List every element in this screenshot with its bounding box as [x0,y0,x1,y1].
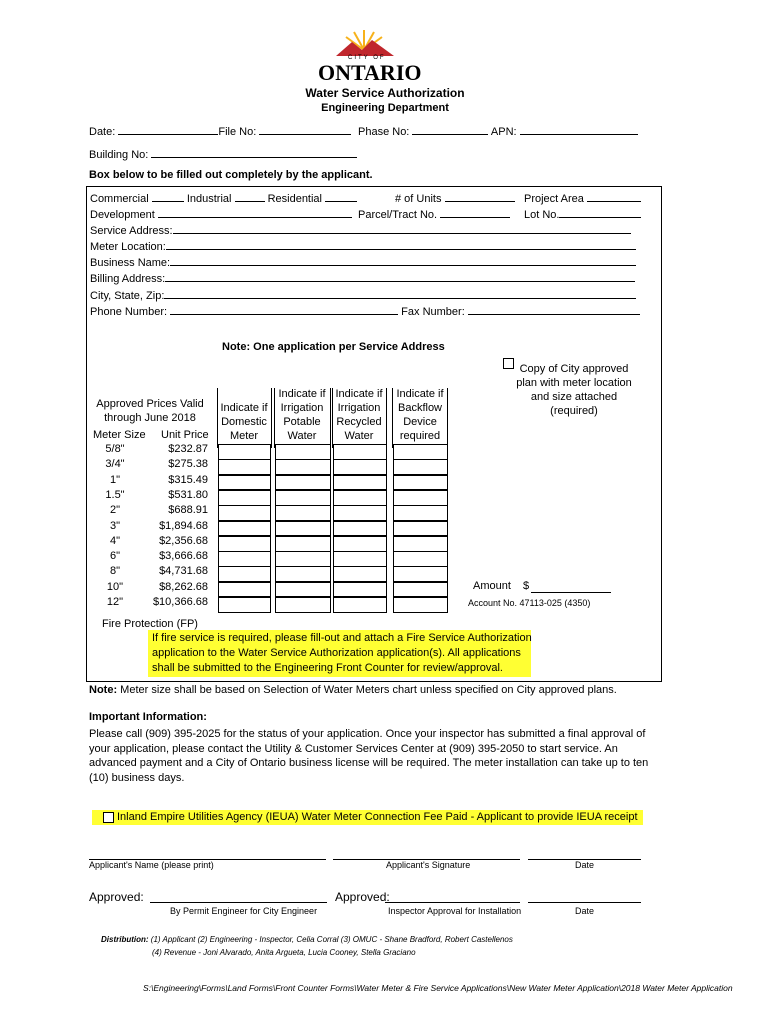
copy-plan-text-3: and size attached [530,391,618,403]
col-irrigation-4: Water [287,430,317,442]
irrigation-recycled-indicator-cell[interactable] [333,459,387,475]
domestic-indicator-cell[interactable] [218,521,271,537]
phase-no-label: Phase No: [358,126,410,138]
date2-caption: Date [575,906,595,916]
irrigation-potable-indicator-cell[interactable] [275,521,331,537]
approved1-line[interactable] [150,902,327,903]
irrigation-recycled-indicator-cell[interactable] [333,505,387,521]
col-backflow-2: Backflow [397,402,443,414]
application-note: Note: One application per Service Address [222,341,445,353]
meter-size-cell: 12" [106,596,124,608]
page-title: Water Service Authorization [305,86,465,100]
parcel-tract-field[interactable] [440,207,510,218]
applicant-signature-caption: Applicant's Signature [386,860,471,870]
page-subtitle: Engineering Department [321,102,449,114]
meter-size-cell: 5/8" [105,443,125,455]
col-recycled-4: Water [344,430,374,442]
phone-field[interactable] [170,304,398,315]
meter-size-cell: 8" [109,565,121,578]
irrigation-recycled-indicator-cell[interactable] [333,566,387,582]
unit-price-cell: $2,356.68 [159,534,208,547]
approved1-label: Approved: [89,890,144,904]
residential-field[interactable] [325,191,357,202]
amount-label: Amount [473,580,511,592]
footer-path: S:\Engineering\Forms\Land Forms\Front Counter Forms\Water Meter & Fire Service Applications\New Water Meter Application\2018 Water Meter Application [143,983,733,993]
unit-price-cell: $1,894.68 [159,519,208,532]
backflow-indicator-cell[interactable] [393,505,448,521]
important-line-4: (10) business days. [89,771,185,784]
unit-price-cell: $232.87 [168,443,208,455]
fire-text-2: application to the Water Service Authorization application(s). All applications [152,647,521,659]
units-label: # of Units [395,193,442,205]
ieua-text: Inland Empire Utilities Agency (IEUA) Water Meter Connection Fee Paid - Applicant to provide IEUA receipt [117,811,638,823]
col-recycled-1: Indicate if [335,388,383,400]
file-no-label: File No: [218,126,257,138]
backflow-indicator-cell[interactable] [393,521,448,537]
service-address-label: Service Address: [90,225,173,237]
city-state-zip-label: City, State, Zip: [90,290,165,302]
prices-title-1: Approved Prices Valid [96,398,204,410]
copy-plan-text-2: plan with meter location [516,377,632,389]
important-line-2: your application, please contact the Utility & Customer Services Center at (909) 395-2050 to start service. An [89,742,618,755]
irrigation-recycled-indicator-cell[interactable] [333,444,387,460]
billing-address-field[interactable] [165,271,635,282]
box-instruction: Box below to be filled out completely by the applicant. [89,169,373,181]
date1-caption: Date [575,860,595,870]
domestic-indicator-cell[interactable] [218,505,271,521]
meter-size-cell: 4" [109,534,121,547]
logo-top-text: CITY OF [348,55,386,61]
backflow-indicator-cell[interactable] [393,536,448,552]
backflow-indicator-cell[interactable] [393,490,448,506]
project-area-field[interactable] [587,191,641,202]
approved2-label: Approved: [335,890,390,904]
development-label: Development [90,209,155,221]
distribution-label: Distribution: [101,935,149,944]
irrigation-potable-indicator-cell[interactable] [275,597,331,613]
backflow-indicator-cell[interactable] [393,566,448,582]
col-irrigation-3: Potable [283,416,321,428]
fax-label: Fax Number: [401,306,465,318]
business-name-label: Business Name: [90,257,171,269]
domestic-indicator-cell[interactable] [218,551,271,567]
logo-name: ONTARIO [318,60,422,85]
units-field[interactable] [445,191,515,202]
copy-plan-text-4: (required) [550,405,598,417]
irrigation-potable-indicator-cell[interactable] [275,505,331,521]
irrigation-potable-indicator-cell[interactable] [275,536,331,552]
building-no-field[interactable] [151,147,357,158]
phase-no-field[interactable] [412,124,488,135]
amount-field[interactable] [531,592,611,593]
col-meter-size: Meter Size [93,429,146,441]
irrigation-recycled-indicator-cell[interactable] [333,536,387,552]
parcel-tract-label: Parcel/Tract No. [358,209,438,221]
domestic-indicator-cell[interactable] [218,582,271,598]
backflow-indicator-cell[interactable] [393,444,448,460]
irrigation-potable-indicator-cell[interactable] [275,475,331,491]
note-text: Meter size shall be based on Selection of Water Meters chart unless specified on City approved plans. [120,684,617,696]
commercial-field[interactable] [152,191,184,202]
irrigation-potable-indicator-cell[interactable] [275,490,331,506]
domestic-indicator-cell[interactable] [218,475,271,491]
irrigation-potable-indicator-cell[interactable] [275,551,331,567]
col-domestic-1: Indicate if [220,402,268,414]
industrial-label: Industrial [186,193,232,205]
lot-no-label: Lot No. [524,209,560,221]
apn-label: APN: [490,126,517,138]
backflow-indicator-cell[interactable] [393,597,448,613]
fire-text-3: shall be submitted to the Engineering Front Counter for review/approval. [152,662,503,674]
commercial-label: Commercial [90,193,149,205]
unit-price-cell: $275.38 [168,458,208,471]
distribution-line-2: (4) Revenue - Joni Alvarado, Anita Argueta, Lucia Cooney, Stella Graciano [152,948,416,957]
irrigation-recycled-indicator-cell[interactable] [333,490,387,506]
irrigation-recycled-indicator-cell[interactable] [333,597,387,613]
irrigation-recycled-indicator-cell[interactable] [333,475,387,491]
date-label: Date: [89,126,116,138]
domestic-indicator-cell[interactable] [218,459,271,475]
domestic-indicator-cell[interactable] [218,490,271,506]
date2-line[interactable] [528,902,641,903]
domestic-indicator-cell[interactable] [218,444,271,460]
unit-price-cell: $315.49 [168,473,208,486]
col-irrigation-2: Irrigation [280,402,324,414]
copy-plan-text-1: Copy of City approved [519,363,629,375]
service-address-field[interactable] [173,223,631,234]
billing-address-label: Billing Address: [90,273,166,285]
backflow-indicator-cell[interactable] [393,459,448,475]
approved2-line[interactable] [385,902,520,903]
backflow-indicator-cell[interactable] [393,475,448,491]
col-backflow-3: Device [403,416,437,428]
account-number: Account No. 47113-025 (4350) [468,598,591,608]
irrigation-potable-indicator-cell[interactable] [275,582,331,598]
col-irrigation-1: Indicate if [278,388,326,400]
building-no-label: Building No: [89,149,149,161]
important-line-1: Please call (909) 395-2025 for the status of your application. Once your inspector has submitted a final approval of [89,728,646,740]
note-label: Note: [89,684,118,696]
business-name-field[interactable] [170,255,636,266]
col-recycled-3: Recycled [336,416,382,428]
col-domestic-3: Meter [229,430,259,442]
unit-price-cell: $4,731.68 [159,565,208,578]
meter-location-label: Meter Location: [90,241,166,253]
date-field[interactable] [118,124,218,135]
amount-dollar: $ [523,580,530,592]
project-area-label: Project Area [524,193,584,205]
col-domestic-2: Domestic [221,416,267,428]
domestic-indicator-cell[interactable] [218,536,271,552]
lot-no-field[interactable] [559,207,641,218]
irrigation-potable-indicator-cell[interactable] [275,566,331,582]
backflow-indicator-cell[interactable] [393,582,448,598]
fire-text-1: If fire service is required, please fill-out and attach a Fire Service Authorization [152,632,532,644]
meter-size-cell: 2" [109,504,121,517]
col-unit-price: Unit Price [161,429,209,441]
irrigation-potable-indicator-cell[interactable] [275,444,331,460]
irrigation-recycled-indicator-cell[interactable] [333,582,387,598]
unit-price-cell: $531.80 [168,488,208,501]
inspector-caption: Inspector Approval for Installation [388,906,522,916]
unit-price-cell: $3,666.68 [159,550,208,563]
industrial-field[interactable] [235,191,265,202]
domestic-indicator-cell[interactable] [218,566,271,582]
ieua-checkbox[interactable] [103,812,114,823]
meter-size-cell: 3/4" [105,458,125,471]
irrigation-recycled-indicator-cell[interactable] [333,521,387,537]
prices-title-2: through June 2018 [104,412,196,424]
important-title: Important Information: [89,711,207,723]
col-backflow-4: required [399,430,441,442]
unit-price-cell: $8,262.68 [159,580,208,593]
file-no-field[interactable] [259,124,351,135]
backflow-indicator-cell[interactable] [393,551,448,567]
residential-label: Residential [267,193,322,205]
meter-size-cell: 3" [109,519,121,532]
meter-location-field[interactable] [166,239,636,250]
meter-size-cell: 1.5" [105,488,125,501]
irrigation-potable-indicator-cell[interactable] [275,459,331,475]
unit-price-cell: $688.91 [168,504,208,517]
phone-label: Phone Number: [90,306,168,318]
col-backflow-1: Indicate if [396,388,444,400]
fire-protection-label: Fire Protection (FP) [102,618,198,630]
meter-size-cell: 1" [109,473,121,486]
permit-engineer-caption: By Permit Engineer for City Engineer [170,906,318,916]
col-recycled-2: Irrigation [337,402,381,414]
fire-service-notice [148,630,531,677]
applicant-name-caption: Applicant's Name (please print) [89,860,214,870]
meter-size-cell: 6" [109,550,121,563]
city-logo [318,28,422,85]
irrigation-recycled-indicator-cell[interactable] [333,551,387,567]
important-line-3: advanced payment and a City of Ontario business license will be required. The meter installation can take up to ten [89,757,649,769]
development-field[interactable] [158,207,352,218]
meter-size-cell: 10" [106,580,124,593]
fax-field[interactable] [468,304,640,315]
unit-price-cell: $10,366.68 [152,596,208,608]
city-state-zip-field[interactable] [164,288,636,299]
distribution-line-1: (1) Applicant (2) Engineering - Inspector, Celia Corral (3) OMUC - Shane Bradford, Robert Castellenos [150,935,513,944]
domestic-indicator-cell[interactable] [218,597,271,613]
apn-field[interactable] [520,124,638,135]
